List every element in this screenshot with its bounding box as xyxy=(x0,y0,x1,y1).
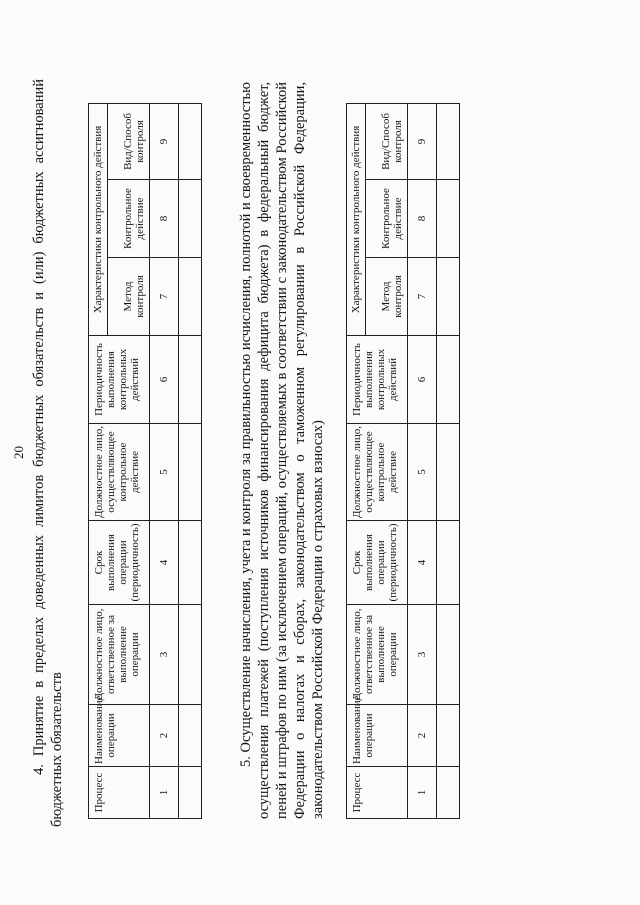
empty-cell xyxy=(179,705,202,767)
column-number: 5 xyxy=(408,424,437,521)
header-controller: Должностное лицо, осуществляющее контрольное действие xyxy=(347,424,408,521)
empty-cell xyxy=(179,336,202,424)
empty-cell xyxy=(437,336,460,424)
header-periodicity: Периодичность выполнения контрольных действий xyxy=(89,336,150,424)
header-term: Срок выполнения операции (периодичность) xyxy=(89,521,150,605)
empty-cell xyxy=(179,424,202,521)
column-number: 7 xyxy=(408,258,437,336)
control-table-section-4 xyxy=(88,103,202,819)
header-process: Процесс xyxy=(89,767,150,819)
empty-cell xyxy=(437,103,460,179)
header-periodicity: Периодичность выполнения контрольных действий xyxy=(347,336,408,424)
empty-cell xyxy=(437,521,460,605)
page-number: 20 xyxy=(11,446,26,459)
header-type: Вид/Способ контроля xyxy=(108,103,150,179)
header-action: Контрольное действие xyxy=(366,180,408,258)
control-table-section-5 xyxy=(346,103,460,819)
column-number: 3 xyxy=(150,605,179,705)
empty-cell xyxy=(179,767,202,819)
empty-cell xyxy=(179,521,202,605)
empty-cell xyxy=(437,705,460,767)
empty-cell xyxy=(437,180,460,258)
header-term: Срок выполнения операции (периодичность) xyxy=(347,521,408,605)
table-row-empty xyxy=(437,103,460,818)
header-operation-name: Наименование операции xyxy=(89,705,150,767)
empty-cell xyxy=(437,767,460,819)
column-number: 4 xyxy=(150,521,179,605)
column-number: 5 xyxy=(150,424,179,521)
column-number: 1 xyxy=(408,767,437,819)
column-number: 6 xyxy=(150,336,179,424)
table-row-numbers xyxy=(408,103,437,818)
column-number: 4 xyxy=(408,521,437,605)
column-number: 9 xyxy=(150,103,179,179)
header-type: Вид/Способ контроля xyxy=(366,103,408,179)
column-number: 8 xyxy=(150,180,179,258)
empty-cell xyxy=(179,180,202,258)
empty-cell xyxy=(437,424,460,521)
section-5-heading: 5. Осуществление начисления, учета и контроля за правильностью исчисления, полнотой и своевременностью осуществления платежей (поступления источников финансирования дефицита бюджета) в федеральный бюджет, пеней и штрафов по ним (за исключением операций, осуществляемых в соответствии с законодательством Российской Федерации о налогах и сборах, законодательством о таможенном регулировании в Российской Федерации, законодательством Российской Федерации о страховых взносах) xyxy=(238,82,326,819)
empty-cell xyxy=(179,258,202,336)
column-number: 3 xyxy=(408,605,437,705)
header-characteristics: Характеристики контрольного действия xyxy=(89,103,108,335)
column-number: 2 xyxy=(150,705,179,767)
header-method: Метод контроля xyxy=(108,258,150,336)
header-controller: Должностное лицо, осуществляющее контрольное действие xyxy=(89,424,150,521)
table-row-numbers xyxy=(150,103,179,818)
column-number: 1 xyxy=(150,767,179,819)
table-row-empty xyxy=(179,103,202,818)
header-process: Процесс xyxy=(347,767,408,819)
header-responsible: Должностное лицо, ответственное за выполнение операции xyxy=(89,605,150,705)
column-number: 6 xyxy=(408,336,437,424)
column-number: 7 xyxy=(150,258,179,336)
column-number: 2 xyxy=(408,705,437,767)
header-operation-name: Наименование операции xyxy=(347,705,408,767)
empty-cell xyxy=(437,605,460,705)
column-number: 9 xyxy=(408,103,437,179)
header-method: Метод контроля xyxy=(366,258,408,336)
empty-cell xyxy=(179,605,202,705)
empty-cell xyxy=(437,258,460,336)
empty-cell xyxy=(179,103,202,179)
column-number: 8 xyxy=(408,180,437,258)
header-responsible: Должностное лицо, ответственное за выполнение операции xyxy=(347,605,408,705)
header-characteristics: Характеристики контрольного действия xyxy=(347,103,366,335)
section-4-heading: 4. Принятие в пределах доведенных лимитов бюджетных обязательств и (или) бюджетных ассигнований бюджетных обязательств xyxy=(31,79,65,827)
header-action: Контрольное действие xyxy=(108,180,150,258)
